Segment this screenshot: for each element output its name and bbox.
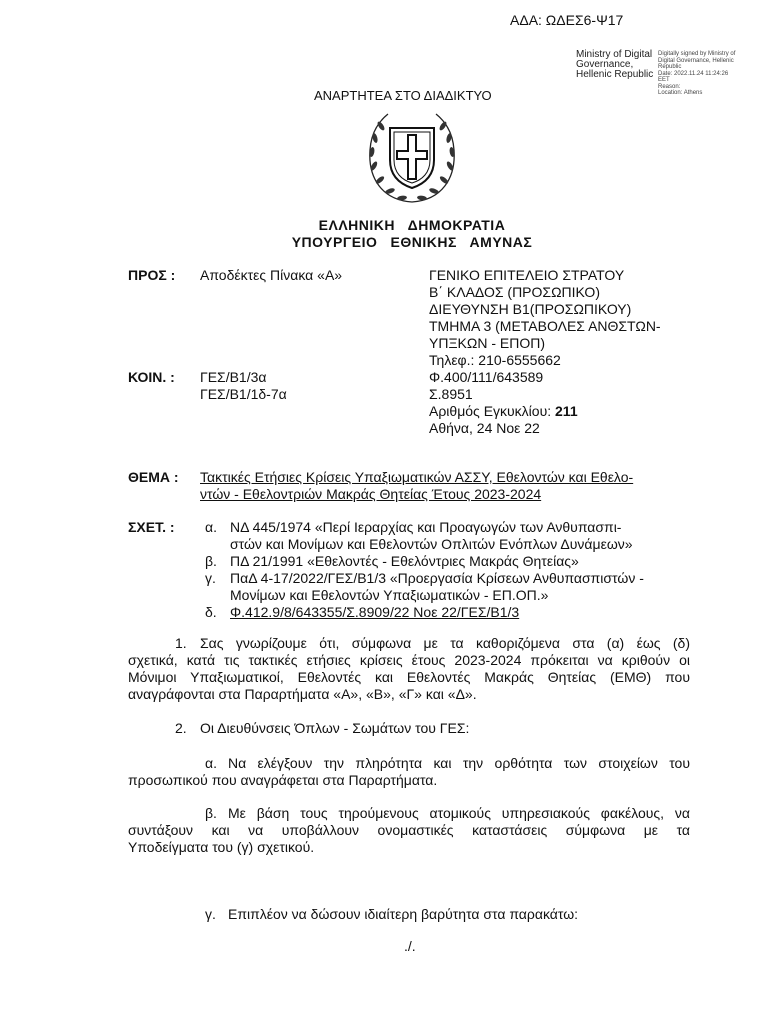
- subparagraph-b-line: Με βάση τους τηρούμενους ατομικούς υπηρεσιακούς φακέλους, να: [228, 805, 690, 821]
- subparagraph-a-line: προσωπικού που αναγράφεται στα Παραρτήματα.: [128, 772, 438, 788]
- cc-label: ΚΟΙΝ. :: [128, 369, 175, 385]
- to-value: Αποδέκτες Πίνακα «Α»: [200, 267, 343, 283]
- subparagraph-marker: β.: [205, 805, 217, 821]
- sender-protocol: Σ.8951: [429, 386, 473, 402]
- to-label: ΠΡΟΣ :: [128, 267, 176, 283]
- paragraph-1-line: αναγράφονται στα Παραρτήματα «Α», «Β», «Γ» και «Δ».: [128, 686, 477, 702]
- signature-details: Digitally signed by Ministry of Digital Governance, Hellenic Republic Date: 2022.11.24 11:24:26 EET Reason: Location: Athens: [658, 51, 736, 96]
- paragraph-number: 2.: [175, 720, 187, 736]
- paragraph-1-line: Μόνιμοι Υπαξιωματικοί, Εθελοντές και Εθελοντές Μακράς Θητείας (ΕΜΘ) που: [128, 669, 690, 685]
- reference-marker: δ.: [205, 604, 217, 620]
- post-online-note: ΑΝΑΡΤΗΤΕΑ ΣΤΟ ΔΙΑΔΙΚΤΥΟ: [314, 88, 492, 103]
- sender-line: ΔΙΕΥΘΥΝΣΗ Β1(ΠΡΟΣΩΠΙΚΟΥ): [429, 301, 632, 317]
- subject-label: ΘΕΜΑ :: [128, 469, 179, 485]
- reference-item: ΠαΔ 4-17/2022/ΓΕΣ/Β1/3 «Προεργασία Κρίσεων Ανθυπασπιστών - Μονίμων και Εθελοντών Υπαξιωματικών - ΕΠ.ΟΠ.»: [230, 570, 644, 603]
- reference-item: ΝΔ 445/1974 «Περί Ιεραρχίας και Προαγωγών των Ανθυπασπι- στών και Μονίμων και Εθελοντών Οπλιτών Ενόπλων Δυνάμεων»: [230, 519, 633, 552]
- circular-number: Αριθμός Εγκυκλίου: 211: [429, 403, 578, 419]
- sender-line: Β΄ ΚΛΑΔΟΣ (ΠΡΟΣΩΠΙΚΟ): [429, 284, 600, 300]
- references-label: ΣΧΕΤ. :: [128, 519, 175, 535]
- reference-marker: γ.: [205, 570, 216, 586]
- signature-org: Ministry of Digital Governance, Hellenic Republic: [576, 49, 654, 80]
- ada-code: ΑΔΑ: ΩΔΕΣ6-Ψ17: [510, 12, 624, 28]
- sender-line: ΓΕΝΙΚΟ ΕΠΙΤΕΛΕΙΟ ΣΤΡΑΤΟΥ: [429, 267, 625, 283]
- sender-line: ΥΠΞΚΩΝ - ΕΠΟΠ): [429, 335, 546, 351]
- subparagraph-c-text: Επιπλέον να δώσουν ιδιαίτερη βαρύτητα στα παρακάτω:: [228, 906, 579, 922]
- subparagraph-marker: γ.: [205, 906, 216, 922]
- document-date: Αθήνα, 24 Νοε 22: [429, 420, 540, 436]
- sender-line: ΤΜΗΜΑ 3 (ΜΕΤΑΒΟΛΕΣ ΑΝΘΣΤΩΝ-: [429, 318, 661, 334]
- subject-text: Τακτικές Ετήσιες Κρίσεις Υπαξιωματικών ΑΣΣΥ, Εθελοντών και Εθελο- ντών - Εθελοντριών Μακράς Θητείας Έτους 2023-2024: [200, 469, 634, 502]
- paragraph-2-text: Οι Διευθύνσεις Όπλων - Σωμάτων του ΓΕΣ:: [200, 720, 470, 736]
- republic-title: ΕΛΛΗΝΙΚΗ ΔΗΜΟΚΡΑΤΙΑ: [318, 217, 506, 233]
- subparagraph-b-line: Υποδείγματα του (γ) σχετικού.: [128, 839, 315, 855]
- subparagraph-a-line: Να ελέγξουν την πληρότητα και την ορθότητα των στοιχείων του: [228, 755, 690, 771]
- digital-signature: [568, 48, 743, 94]
- reference-marker: α.: [205, 519, 217, 535]
- sender-file-number: Φ.400/111/643589: [429, 369, 544, 385]
- sender-block: [429, 267, 729, 437]
- cc-value: ΓΕΣ/Β1/1δ-7α: [200, 386, 287, 402]
- paragraph-1-line: σχετικά, κατά τις τακτικές ετήσιες κρίσεις έτους 2023-2024 πρόκειται να κριθούν οι: [128, 652, 690, 668]
- subparagraph-b-line: συντάξουν και να υποβάλλουν ονομαστικές καταστάσεις σύμφωνα με τα: [128, 822, 690, 838]
- reference-marker: β.: [205, 553, 217, 569]
- greek-coat-of-arms-icon: [360, 104, 464, 208]
- reference-item: Φ.412.9/8/643355/Σ.8909/22 Νοε 22/ΓΕΣ/Β1/3: [230, 604, 520, 620]
- reference-item: ΠΔ 21/1991 «Εθελοντές - Εθελόντριες Μακράς Θητείας»: [230, 553, 579, 569]
- cc-value: ΓΕΣ/Β1/3α: [200, 369, 267, 385]
- subparagraph-marker: α.: [205, 755, 217, 771]
- paragraph-1-line: Σας γνωρίζουμε ότι, σύμφωνα με τα καθοριζόμενα στα (α) έως (δ): [200, 635, 690, 651]
- continuation-mark: ./.: [404, 938, 416, 954]
- paragraph-number: 1.: [175, 635, 187, 651]
- ministry-title: ΥΠΟΥΡΓΕΙΟ ΕΘΝΙΚΗΣ ΑΜΥΝΑΣ: [291, 234, 533, 250]
- sender-phone: Τηλεφ.: 210-6555662: [429, 352, 561, 368]
